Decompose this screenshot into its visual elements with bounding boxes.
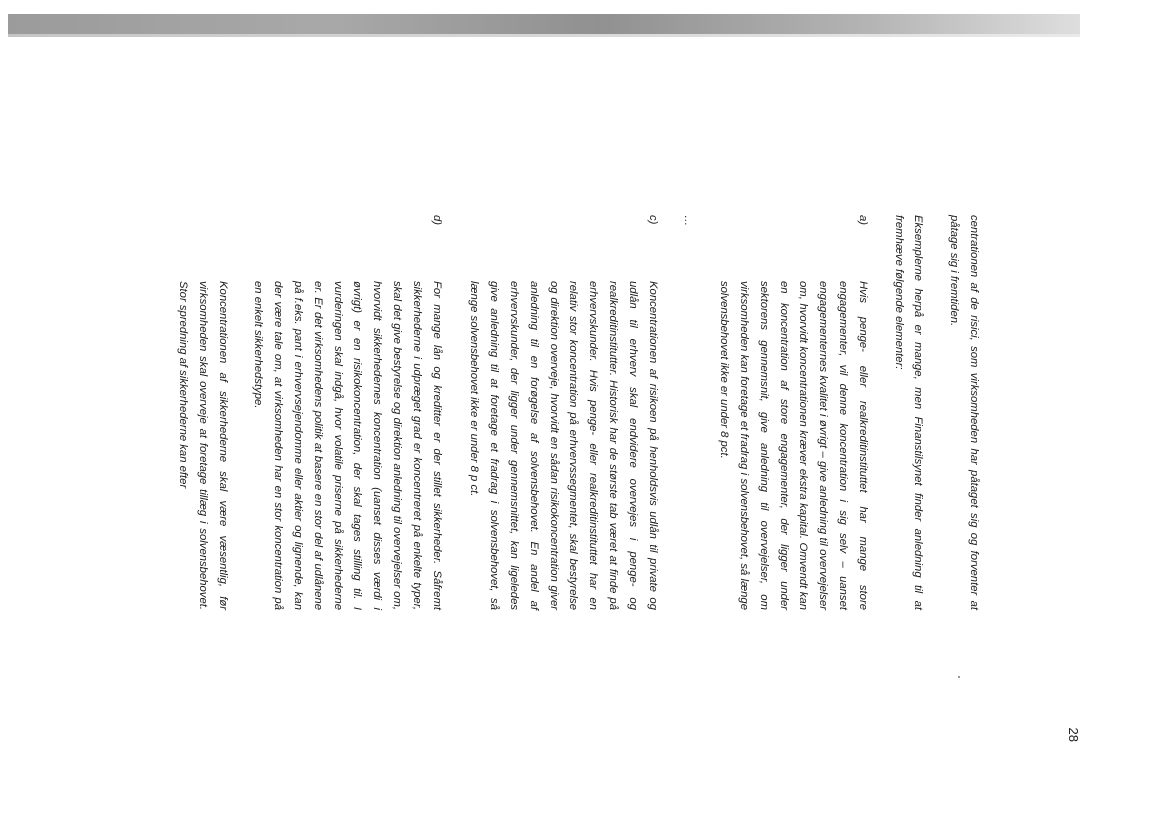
list-item-d xyxy=(248,215,446,610)
list-item-text: For mange lån og kreditter er der stillet sikkerheder. Såfremt sikkerhederne i udpræget grad er koncentreret på enkelte typer, skal det give bestyrelse og direktion anledning til overvejelser om, hvorvidt sikkerhedernes koncentration (uanset disses værdi i øvrigt) er en risikokoncentration, der skal tages stilling til. I vurderingen skal indgå, hvor volatile priserne på sikkerhederne er. Er det virksomhedens politik at basere en stor del af udlånene på f.eks. pant i erhvervsejendomme eller aktier og lignende, kan der være tale om, at virksomheden har en stor koncentration på en enkelt sikkerhedstype. xyxy=(252,281,443,610)
paragraph-intro: centrationen af de risici, som virksomheden har påtaget sig og forventer at påtage sig i fremtiden. xyxy=(948,215,980,610)
paragraph-closing-row xyxy=(172,215,231,610)
list-item-label: d) xyxy=(430,215,443,226)
page-number: 28 xyxy=(1066,727,1081,742)
list-item-c xyxy=(464,215,662,610)
document-text xyxy=(172,215,983,610)
ellipsis: … xyxy=(682,215,695,228)
list-item-text: Hvis penge- eller realkreditinstituttet har mange store engagementer, vil denne koncentration i sig selv – uanset engagementernes kvalitet i øvrigt – give anledning til overvejelser om, hvorvidt koncentrationen kræver ekstra kapital. Omvendt kan en koncentration af store engagementer, der ligger under sektorens gennemsnit, give anledning til overvejelser, om virksomheden kan foretage et fradrag i solvensbehovet, så længe solvensbehovet ikke er under 8 pct. xyxy=(718,281,869,610)
paragraph-examples: Eksemplerne herpå er mange, men Finanstilsynet finder anledning til at fremhæve følgende elementer: xyxy=(892,215,925,610)
list-item-text: Koncentrationen af risikoen på henholdsvis udlån til private og udlån til erhverv skal endvidere overvejes i penge- og realkreditinstitutter. Historisk har de største tab været at finde på erhvervskunder. Hvis penge- eller realkreditinstituttet har en relativ stor koncentration på erhvervssegmentet, skal bestyrelse og direktion overveje, hvorvidt en sådan risikokoncentration giver anledning til en forøgelse af solvensbehovet. En andel af erhvervskunder, der ligger under gennemsnittet, kan ligeledes give anledning til at foretage et fradrag i solvensbehovet, så længe solvensbehovet ikke er under 8 p ct. xyxy=(468,281,659,610)
paragraph-closing: Koncentrationen af sikkerhederne skal være væsentlig, før virksomheden skal overveje at foretage tillæg i solvensbehovet. Stor spredning af sikkerhederne kan efter xyxy=(177,281,229,610)
list-item-label: a) xyxy=(856,215,869,226)
list-item-a xyxy=(713,215,871,610)
list-item-label: c) xyxy=(646,215,659,225)
